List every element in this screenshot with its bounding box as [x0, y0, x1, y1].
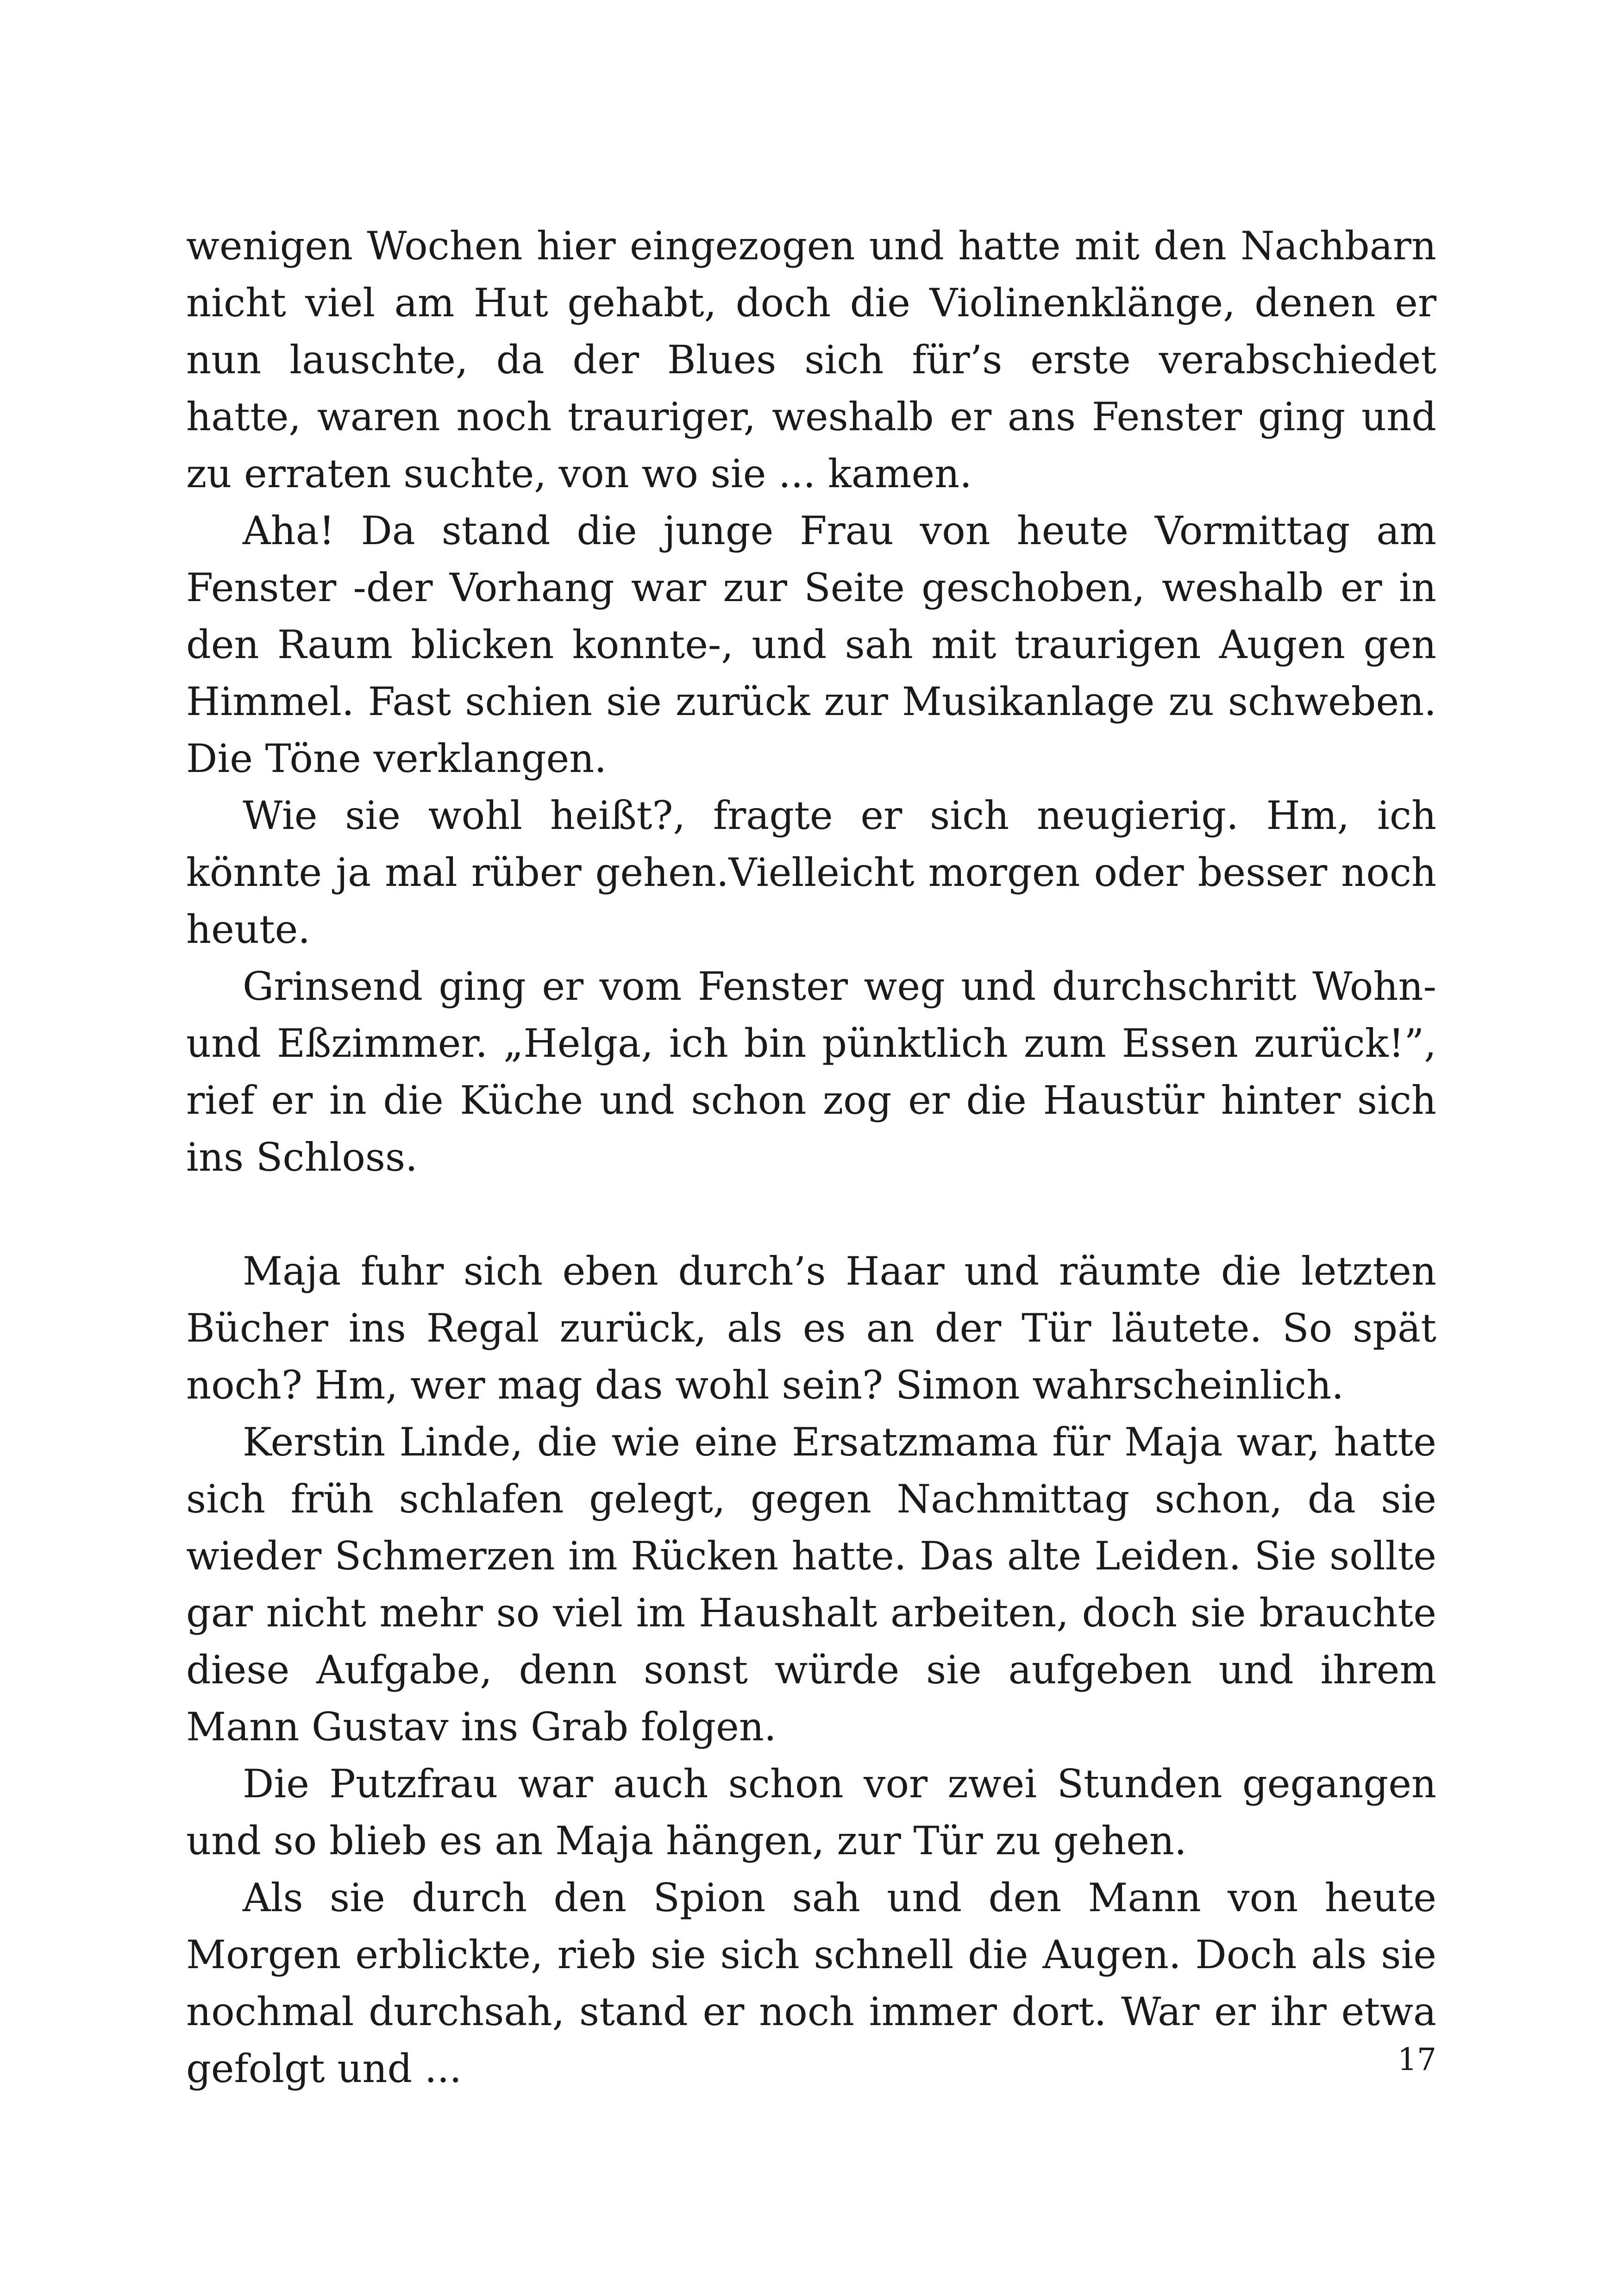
paragraph: Kerstin Linde, die wie eine Ersatzmama für Maja war, hatte sich früh schlafen gelegt, gegen Nachmittag schon, da sie wieder Schmerzen im Rücken hatte. Das alte Leiden. Sie sollte gar nicht mehr so viel im Haushalt arbeiten, doch sie brauchte diese Aufgabe, denn sonst würde sie aufgeben und ihrem Mann Gustav ins Grab folgen. — [186, 1419, 1436, 1750]
paragraph: Grinsend ging er vom Fenster weg und durchschritt Wohn- und Eßzimmer. „Helga, ich bin pünktlich zum Essen zurück!”, rief er in die Küche und schon zog er die Haustür hinter sich ins Schloss. — [186, 964, 1436, 1180]
paragraph: Maja fuhr sich eben durch’s Haar und räumte die letzten Bücher ins Regal zurück, als es an der Tür läutete. So spät noch? Hm, wer mag das wohl sein? Simon wahrscheinlich. — [186, 1248, 1436, 1408]
paragraph: Als sie durch den Spion sah und den Mann von heute Morgen erblickte, rieb sie sich schnell die Augen. Doch als sie nochmal durchsah, stand er noch immer dort. War er ihr etwa gefolgt und ... — [186, 1875, 1436, 2091]
page-body — [186, 218, 1436, 2097]
paragraph: wenigen Wochen hier eingezogen und hatte mit den Nachbarn nicht viel am Hut gehabt, doch die Violinenklänge, denen er nun lauschte, da der Blues sich für’s erste verabschiedet hatte, waren noch trauriger, weshalb er ans Fenster ging und zu erraten suchte, von wo sie ... kamen. — [186, 223, 1436, 496]
paragraph: Aha! Da stand die junge Frau von heute Vormittag am Fenster -der Vorhang war zur Seite geschoben, weshalb er in den Raum blicken konnte-, und sah mit traurigen Augen gen Himmel. Fast schien sie zurück zur Musikanlage zu schweben. Die Töne verklangen. — [186, 508, 1436, 781]
page-number: 17 — [1398, 2042, 1436, 2077]
paragraph: Wie sie wohl heißt?, fragte er sich neugierig. Hm, ich könnte ja mal rüber gehen.Vielleicht morgen oder besser noch heute. — [186, 793, 1436, 952]
paragraph: Die Putzfrau war auch schon vor zwei Stunden gegangen und so blieb es an Maja hängen, zur Tür zu gehen. — [186, 1761, 1436, 1863]
section-break — [186, 1186, 1436, 1243]
